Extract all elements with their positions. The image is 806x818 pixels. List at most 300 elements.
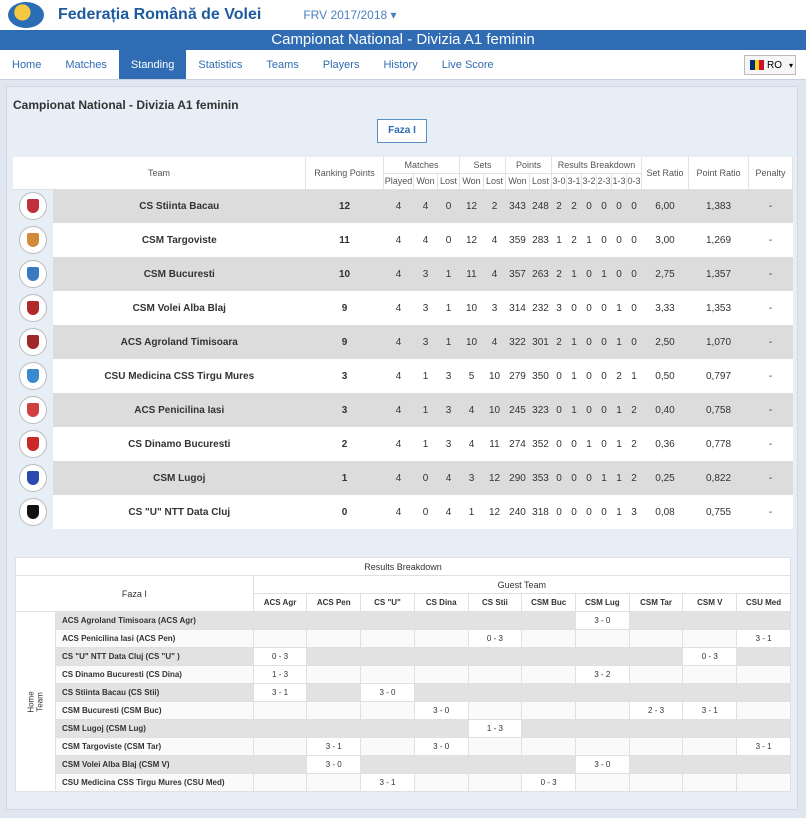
- matches-lost: 0: [438, 223, 460, 257]
- match-result-cell: [468, 756, 522, 774]
- points-lost: 353: [530, 461, 552, 495]
- table-row[interactable]: [13, 257, 793, 291]
- standing-table: [13, 157, 793, 529]
- sets-won: 4: [460, 427, 484, 461]
- col-ranking-points[interactable]: Ranking Points: [306, 157, 384, 189]
- match-result-cell[interactable]: 0 - 3: [522, 774, 576, 792]
- breakdown-count: 0: [597, 393, 612, 427]
- sets-won: 5: [460, 359, 484, 393]
- col-matches: Matches: [384, 157, 460, 173]
- ranking-points: 3: [306, 393, 384, 427]
- breakdown-count: 0: [567, 291, 582, 325]
- match-result-cell: [307, 720, 361, 738]
- match-result-cell[interactable]: 3 - 0: [575, 756, 629, 774]
- breakdown-count: 2: [627, 427, 642, 461]
- home-team-name[interactable]: CS Stiinta Bacau (CS Stii): [55, 684, 253, 702]
- match-result-cell[interactable]: 3 - 0: [414, 702, 468, 720]
- match-result-cell: [522, 756, 576, 774]
- points-lost: 318: [530, 495, 552, 529]
- points-lost: 263: [530, 257, 552, 291]
- tab-statistics[interactable]: Statistics: [198, 59, 243, 71]
- breakdown-count: 2: [612, 359, 627, 393]
- breakdown-count: 1: [612, 427, 627, 461]
- match-result-cell: [468, 612, 522, 630]
- ranking-points: 2: [306, 427, 384, 461]
- ranking-points: 9: [306, 291, 384, 325]
- breakdown-count: 0: [552, 393, 567, 427]
- breakdown-row: [16, 630, 791, 648]
- match-result-cell: [361, 630, 415, 648]
- penalty: -: [749, 495, 793, 529]
- match-result-cell: [361, 702, 415, 720]
- match-result-cell: [253, 738, 307, 756]
- team-logo-icon[interactable]: [19, 362, 47, 390]
- breakdown-count: 2: [627, 393, 642, 427]
- tab-live-score[interactable]: Live Score: [441, 59, 494, 71]
- sets-won: 11: [460, 257, 484, 291]
- point-ratio: 0,778: [689, 427, 749, 461]
- col-points: Points: [506, 157, 552, 173]
- main-nav: [0, 50, 806, 80]
- points-lost: 323: [530, 393, 552, 427]
- breakdown-count: 3: [627, 495, 642, 529]
- team-badge-cell: [13, 359, 53, 393]
- match-result-cell: [253, 702, 307, 720]
- match-result-cell[interactable]: 3 - 0: [307, 756, 361, 774]
- matches-won: 3: [414, 291, 438, 325]
- point-ratio: 1,353: [689, 291, 749, 325]
- breakdown-count: 1: [582, 427, 597, 461]
- penalty: -: [749, 427, 793, 461]
- match-result-cell[interactable]: 3 - 2: [575, 666, 629, 684]
- penalty: -: [749, 359, 793, 393]
- points-won: 314: [506, 291, 530, 325]
- breakdown-count: 0: [552, 359, 567, 393]
- match-result-cell: [468, 648, 522, 666]
- col-set-ratio[interactable]: Set Ratio: [642, 157, 689, 189]
- subheader: Lost: [438, 173, 460, 189]
- played: 4: [384, 393, 414, 427]
- breakdown-count: 0: [597, 495, 612, 529]
- breakdown-count: 1: [612, 325, 627, 359]
- match-result-cell: [683, 684, 737, 702]
- home-team-name[interactable]: CSM Volei Alba Blaj (CSM V): [55, 756, 253, 774]
- home-team-name[interactable]: CSM Bucuresti (CSM Buc): [55, 702, 253, 720]
- team-name[interactable]: CSM Volei Alba Blaj: [53, 291, 306, 325]
- breakdown-row: [16, 738, 791, 756]
- team-logo-icon[interactable]: [19, 498, 47, 526]
- subheader: Won: [506, 173, 530, 189]
- breakdown-count: 0: [552, 461, 567, 495]
- team-logo-icon[interactable]: [19, 396, 47, 424]
- match-result-cell: [414, 648, 468, 666]
- sets-lost: 12: [484, 495, 506, 529]
- match-result-cell: [683, 630, 737, 648]
- team-logo-icon[interactable]: [19, 226, 47, 254]
- col-results-breakdown: Results Breakdown: [552, 157, 642, 173]
- penalty: -: [749, 291, 793, 325]
- table-row[interactable]: [13, 189, 793, 223]
- breakdown-count: 1: [567, 257, 582, 291]
- breakdown-count: 0: [597, 427, 612, 461]
- breakdown-count: 0: [552, 495, 567, 529]
- match-result-cell: [737, 612, 791, 630]
- match-result-cell: [629, 684, 683, 702]
- sets-won: 1: [460, 495, 484, 529]
- match-result-cell[interactable]: 1 - 3: [253, 666, 307, 684]
- team-name[interactable]: ACS Penicilina Iasi: [53, 393, 306, 427]
- guest-team-label: Guest Team: [253, 576, 790, 594]
- romania-flag-icon: [750, 60, 764, 70]
- points-won: 357: [506, 257, 530, 291]
- guest-column-header: CS Stii: [468, 594, 522, 612]
- match-result-cell: [629, 738, 683, 756]
- points-won: 359: [506, 223, 530, 257]
- team-logo-icon[interactable]: [19, 430, 47, 458]
- breakdown-count: 0: [597, 291, 612, 325]
- match-result-cell[interactable]: 3 - 1: [253, 684, 307, 702]
- tab-teams[interactable]: Teams: [266, 59, 299, 71]
- matches-won: 0: [414, 461, 438, 495]
- match-result-cell: [307, 630, 361, 648]
- match-result-cell[interactable]: 3 - 1: [307, 738, 361, 756]
- home-team-name[interactable]: ACS Penicilina Iasi (ACS Pen): [55, 630, 253, 648]
- home-team-name[interactable]: CS Dinamo Bucuresti (CS Dina): [55, 666, 253, 684]
- match-result-cell: [307, 612, 361, 630]
- home-team-name[interactable]: CS "U" NTT Data Cluj (CS "U" ): [55, 648, 253, 666]
- team-name[interactable]: CSM Lugoj: [53, 461, 306, 495]
- breakdown-count: 0: [597, 189, 612, 223]
- matches-won: 4: [414, 223, 438, 257]
- match-result-cell: [737, 756, 791, 774]
- match-result-cell: [522, 702, 576, 720]
- match-result-cell: [253, 774, 307, 792]
- matches-lost: 4: [438, 461, 460, 495]
- match-result-cell[interactable]: 3 - 1: [683, 702, 737, 720]
- match-result-cell: [683, 612, 737, 630]
- home-team-name[interactable]: ACS Agroland Timisoara (ACS Agr): [55, 612, 253, 630]
- team-name[interactable]: CS Stiinta Bacau: [53, 189, 306, 223]
- subheader: 0-3: [627, 173, 642, 189]
- subheader: 2-3: [597, 173, 612, 189]
- matches-won: 1: [414, 427, 438, 461]
- ranking-points: 11: [306, 223, 384, 257]
- match-result-cell: [522, 648, 576, 666]
- match-result-cell[interactable]: 3 - 1: [361, 774, 415, 792]
- team-logo-icon[interactable]: [19, 464, 47, 492]
- match-result-cell[interactable]: 0 - 3: [683, 648, 737, 666]
- point-ratio: 0,758: [689, 393, 749, 427]
- col-penalty[interactable]: Penalty: [749, 157, 793, 189]
- team-badge-cell: [13, 325, 53, 359]
- match-result-cell: [522, 612, 576, 630]
- match-result-cell: [683, 720, 737, 738]
- season-selector[interactable]: FRV 2017/2018 ▾: [303, 8, 397, 22]
- table-row[interactable]: [13, 495, 793, 529]
- points-won: 322: [506, 325, 530, 359]
- breakdown-count: 0: [582, 495, 597, 529]
- set-ratio: 3,33: [642, 291, 689, 325]
- breakdown-count: 1: [597, 257, 612, 291]
- penalty: -: [749, 325, 793, 359]
- match-result-cell: [575, 702, 629, 720]
- match-result-cell: [414, 666, 468, 684]
- team-badge-cell: [13, 223, 53, 257]
- match-result-cell: [683, 774, 737, 792]
- ranking-points: 12: [306, 189, 384, 223]
- match-result-cell: [468, 774, 522, 792]
- ranking-points: 9: [306, 325, 384, 359]
- team-name[interactable]: CSM Bucuresti: [53, 257, 306, 291]
- match-result-cell: [575, 720, 629, 738]
- matches-lost: 3: [438, 427, 460, 461]
- matches-won: 4: [414, 189, 438, 223]
- point-ratio: 0,755: [689, 495, 749, 529]
- col-sets: Sets: [460, 157, 506, 173]
- match-result-cell: [307, 774, 361, 792]
- match-result-cell: [361, 738, 415, 756]
- match-result-cell: [522, 720, 576, 738]
- breakdown-count: 0: [582, 461, 597, 495]
- table-row[interactable]: [13, 461, 793, 495]
- points-won: 274: [506, 427, 530, 461]
- guest-column-header: CS "U": [361, 594, 415, 612]
- subheader: Lost: [530, 173, 552, 189]
- breakdown-count: 0: [567, 461, 582, 495]
- breakdown-count: 0: [567, 427, 582, 461]
- match-result-cell: [253, 612, 307, 630]
- home-label-line2: Team: [35, 691, 45, 712]
- sets-won: 10: [460, 291, 484, 325]
- guest-column-header: CSM Buc: [522, 594, 576, 612]
- breakdown-count: 0: [627, 223, 642, 257]
- match-result-cell[interactable]: 3 - 1: [737, 630, 791, 648]
- breakdown-row: [16, 756, 791, 774]
- match-result-cell: [414, 630, 468, 648]
- caret-down-icon: ▾: [789, 60, 794, 70]
- match-result-cell[interactable]: 3 - 0: [575, 612, 629, 630]
- col-point-ratio[interactable]: Point Ratio: [689, 157, 749, 189]
- guest-column-header: ACS Agr: [253, 594, 307, 612]
- match-result-cell: [575, 648, 629, 666]
- breakdown-count: 0: [612, 257, 627, 291]
- points-lost: 301: [530, 325, 552, 359]
- team-logo-icon[interactable]: [19, 260, 47, 288]
- table-row[interactable]: [13, 291, 793, 325]
- team-name[interactable]: CS "U" NTT Data Cluj: [53, 495, 306, 529]
- breakdown-row: [16, 666, 791, 684]
- guest-column-header: CSM Tar: [629, 594, 683, 612]
- brand-name[interactable]: Federația Română de Volei: [58, 6, 262, 23]
- breakdown-row: [16, 684, 791, 702]
- points-won: 279: [506, 359, 530, 393]
- championship-title-bar: Campionat National - Divizia A1 feminin: [0, 30, 806, 50]
- match-result-cell: [737, 684, 791, 702]
- language-code: RO: [767, 59, 782, 71]
- breakdown-title: Results Breakdown: [16, 558, 791, 576]
- breakdown-count: 1: [597, 461, 612, 495]
- table-row[interactable]: [13, 393, 793, 427]
- match-result-cell: [737, 702, 791, 720]
- guest-column-header: ACS Pen: [307, 594, 361, 612]
- match-result-cell: [414, 612, 468, 630]
- breakdown-count: 1: [567, 393, 582, 427]
- match-result-cell: [629, 666, 683, 684]
- team-name[interactable]: CS Dinamo Bucuresti: [53, 427, 306, 461]
- team-badge-cell: [13, 257, 53, 291]
- points-won: 240: [506, 495, 530, 529]
- match-result-cell: [253, 756, 307, 774]
- language-selector[interactable]: [744, 55, 796, 75]
- team-name[interactable]: CSM Targoviste: [53, 223, 306, 257]
- matches-lost: 1: [438, 257, 460, 291]
- match-result-cell: [253, 720, 307, 738]
- sets-lost: 4: [484, 257, 506, 291]
- breakdown-count: 0: [612, 189, 627, 223]
- match-result-cell: [737, 774, 791, 792]
- match-result-cell: [737, 666, 791, 684]
- tab-standing[interactable]: Standing: [119, 50, 186, 79]
- subheader: Won: [414, 173, 438, 189]
- match-result-cell: [683, 666, 737, 684]
- table-row[interactable]: [13, 359, 793, 393]
- match-result-cell[interactable]: 0 - 3: [468, 630, 522, 648]
- match-result-cell: [522, 666, 576, 684]
- team-logo-icon[interactable]: [19, 328, 47, 356]
- match-result-cell: [522, 630, 576, 648]
- match-result-cell: [307, 666, 361, 684]
- match-result-cell: [737, 648, 791, 666]
- sets-lost: 12: [484, 461, 506, 495]
- match-result-cell[interactable]: 3 - 0: [414, 738, 468, 756]
- frv-logo-icon[interactable]: [8, 2, 44, 28]
- subheader: 1-3: [612, 173, 627, 189]
- breakdown-count: 1: [627, 359, 642, 393]
- points-won: 245: [506, 393, 530, 427]
- subheader: 3-2: [582, 173, 597, 189]
- match-result-cell: [414, 774, 468, 792]
- tab-history[interactable]: History: [383, 59, 418, 71]
- match-result-cell[interactable]: 0 - 3: [253, 648, 307, 666]
- match-result-cell: [307, 648, 361, 666]
- home-team-name[interactable]: CSU Medicina CSS Tirgu Mures (CSU Med): [55, 774, 253, 792]
- points-won: 343: [506, 189, 530, 223]
- ranking-points: 10: [306, 257, 384, 291]
- breakdown-count: 1: [612, 495, 627, 529]
- sets-won: 12: [460, 189, 484, 223]
- breakdown-count: 0: [582, 325, 597, 359]
- team-name[interactable]: CSU Medicina CSS Tirgu Mures: [53, 359, 306, 393]
- penalty: -: [749, 223, 793, 257]
- set-ratio: 0,36: [642, 427, 689, 461]
- penalty: -: [749, 461, 793, 495]
- set-ratio: 2,75: [642, 257, 689, 291]
- subheader: Played: [384, 173, 414, 189]
- team-badge-cell: [13, 427, 53, 461]
- breakdown-count: 0: [552, 427, 567, 461]
- match-result-cell: [629, 630, 683, 648]
- match-result-cell: [361, 648, 415, 666]
- match-result-cell: [361, 666, 415, 684]
- breakdown-row: [16, 720, 791, 738]
- set-ratio: 6,00: [642, 189, 689, 223]
- top-bar: [0, 0, 806, 30]
- breakdown-count: 1: [582, 223, 597, 257]
- home-team-name[interactable]: CSM Targoviste (CSM Tar): [55, 738, 253, 756]
- match-result-cell: [468, 684, 522, 702]
- team-logo-icon[interactable]: [19, 294, 47, 322]
- ranking-points: 0: [306, 495, 384, 529]
- guest-column-header: CSU Med: [737, 594, 791, 612]
- breakdown-count: 0: [582, 291, 597, 325]
- points-won: 290: [506, 461, 530, 495]
- match-result-cell: [575, 684, 629, 702]
- match-result-cell: [629, 612, 683, 630]
- match-result-cell: [522, 738, 576, 756]
- tab-home[interactable]: Home: [12, 59, 42, 71]
- breakdown-count: 1: [612, 291, 627, 325]
- breakdown-count: 0: [567, 495, 582, 529]
- match-result-cell: [414, 756, 468, 774]
- breakdown-count: 1: [567, 359, 582, 393]
- breakdown-count: 2: [552, 257, 567, 291]
- breakdown-count: 2: [567, 223, 582, 257]
- breakdown-count: 0: [582, 189, 597, 223]
- breakdown-count: 0: [597, 359, 612, 393]
- team-name[interactable]: ACS Agroland Timisoara: [53, 325, 306, 359]
- match-result-cell[interactable]: 3 - 1: [737, 738, 791, 756]
- matches-won: 3: [414, 325, 438, 359]
- team-badge-cell: [13, 461, 53, 495]
- phase-button[interactable]: Faza I: [377, 119, 427, 143]
- breakdown-count: 1: [612, 393, 627, 427]
- match-result-cell[interactable]: 3 - 0: [361, 684, 415, 702]
- team-badge-cell: [13, 393, 53, 427]
- sets-won: 3: [460, 461, 484, 495]
- col-team[interactable]: Team: [13, 157, 306, 189]
- match-result-cell[interactable]: 2 - 3: [629, 702, 683, 720]
- tab-matches[interactable]: Matches: [65, 59, 107, 71]
- team-badge-cell: [13, 189, 53, 223]
- sets-lost: 11: [484, 427, 506, 461]
- table-row[interactable]: [13, 325, 793, 359]
- standing-panel: [6, 86, 798, 810]
- matches-lost: 3: [438, 393, 460, 427]
- table-row[interactable]: [13, 223, 793, 257]
- points-lost: 352: [530, 427, 552, 461]
- breakdown-count: 0: [582, 359, 597, 393]
- home-label-line1: Home: [26, 690, 36, 713]
- match-result-cell: [253, 630, 307, 648]
- match-result-cell[interactable]: 1 - 3: [468, 720, 522, 738]
- matches-lost: 3: [438, 359, 460, 393]
- set-ratio: 0,40: [642, 393, 689, 427]
- team-logo-icon[interactable]: [19, 192, 47, 220]
- breakdown-row: [16, 774, 791, 792]
- points-lost: 232: [530, 291, 552, 325]
- match-result-cell: [629, 756, 683, 774]
- ranking-points: 3: [306, 359, 384, 393]
- matches-lost: 4: [438, 495, 460, 529]
- breakdown-count: 3: [552, 291, 567, 325]
- point-ratio: 0,797: [689, 359, 749, 393]
- table-row[interactable]: [13, 427, 793, 461]
- sets-lost: 4: [484, 223, 506, 257]
- tab-players[interactable]: Players: [322, 59, 360, 71]
- point-ratio: 1,269: [689, 223, 749, 257]
- subheader: Lost: [484, 173, 506, 189]
- home-team-name[interactable]: CSM Lugoj (CSM Lug): [55, 720, 253, 738]
